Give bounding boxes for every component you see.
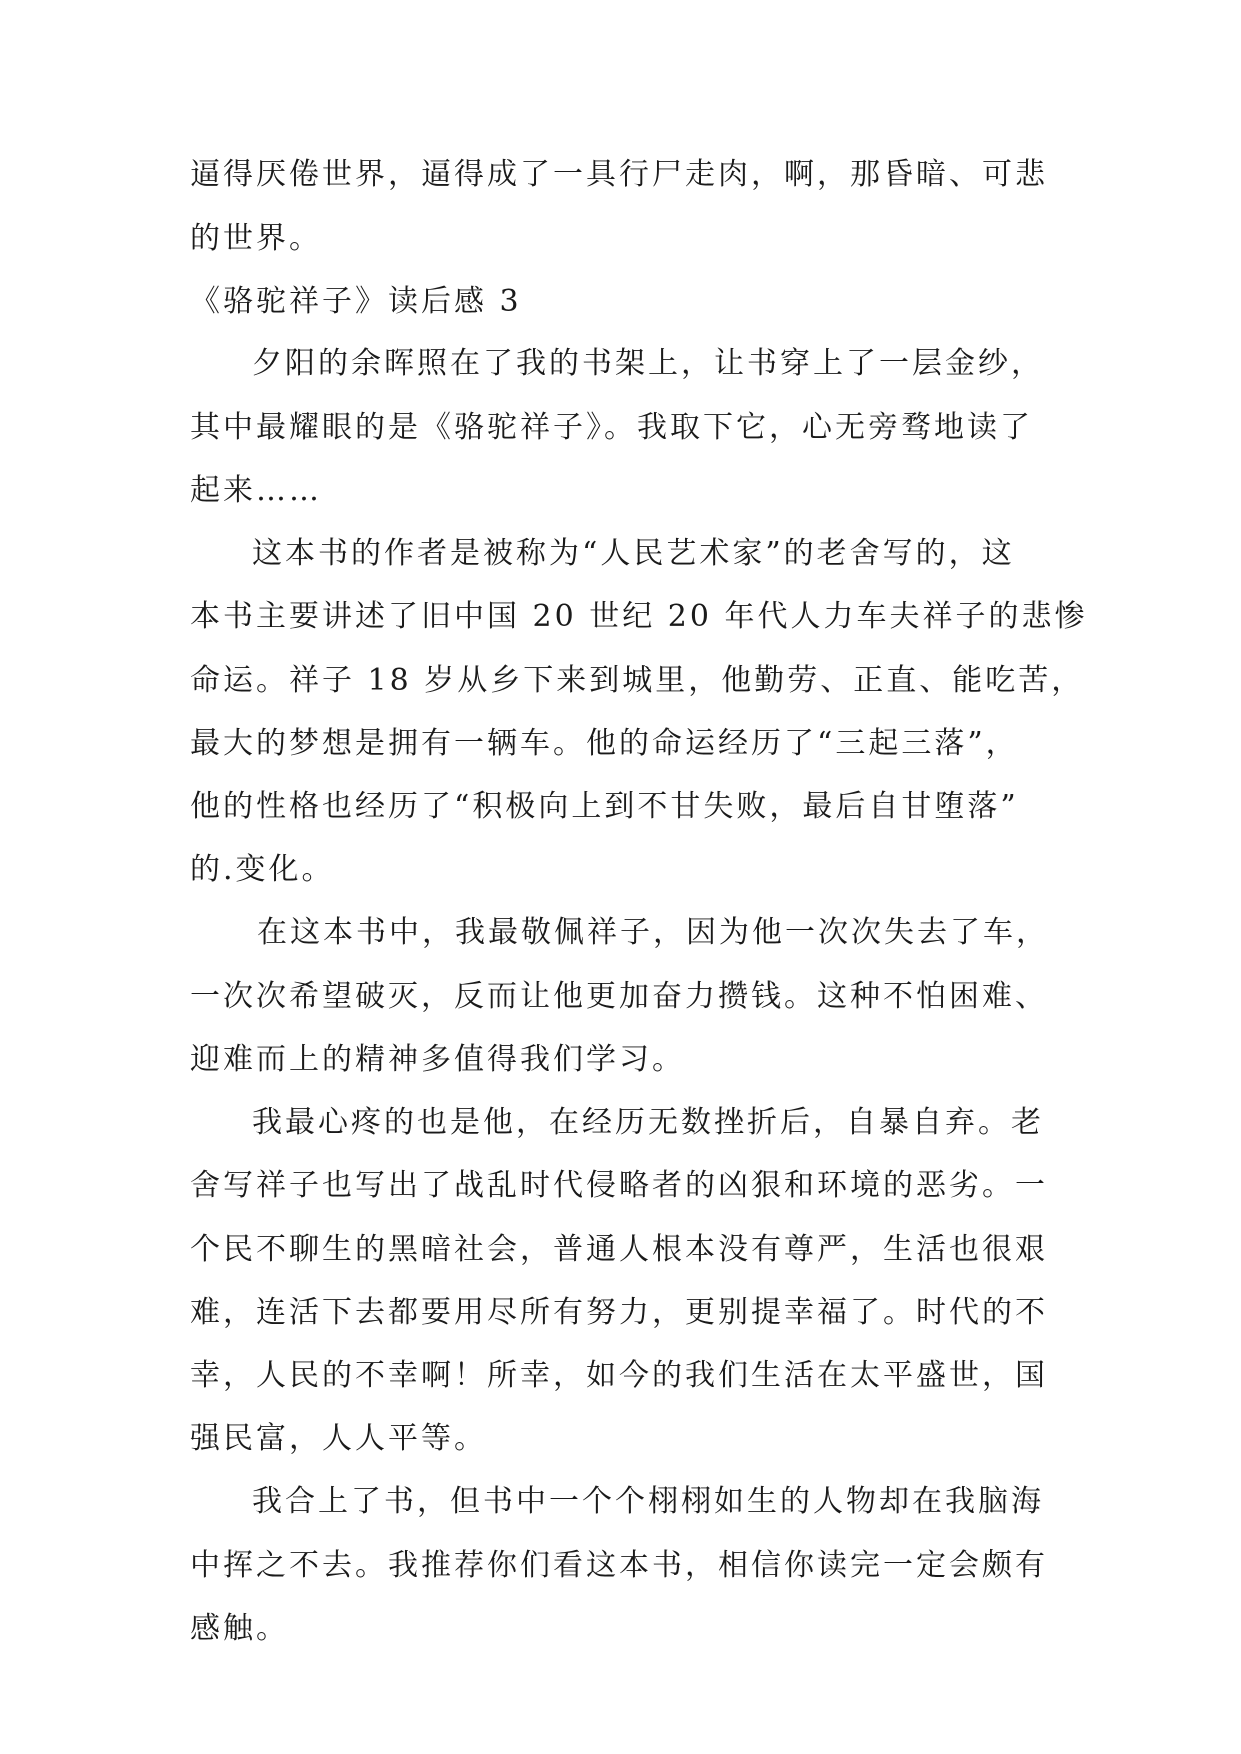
text-line: 其中最耀眼的是《骆驼祥子》。我取下它，心无旁骛地读了 (190, 410, 1033, 445)
section-heading: 《骆驼祥子》读后感 3 (190, 284, 522, 319)
text-line: 的世界。 (190, 221, 322, 256)
text-line: 命运。祥子 18 岁从乡下来到城里，他勤劳、正直、能吃苦， (190, 663, 1085, 698)
text-line: 难，连活下去都要用尽所有努力，更别提幸福了。时代的不 (190, 1295, 1048, 1330)
text-line: 中挥之不去。我推荐你们看这本书，相信你读完一定会颇有 (190, 1548, 1048, 1583)
paragraph-first-line: 夕阳的余晖照在了我的书架上，让书穿上了一层金纱， (252, 346, 1044, 381)
text-line: 感触。 (190, 1611, 289, 1646)
text-line: 个民不聊生的黑暗社会，普通人根本没有尊严，生活也很艰 (190, 1232, 1048, 1267)
paragraph-first-line: 我最心疼的也是他，在经历无数挫折后，自暴自弃。老 (252, 1105, 1044, 1140)
paragraph-first-line: 这本书的作者是被称为“人民艺术家”的老舍写的，这 (252, 536, 1015, 571)
text-line: 本书主要讲述了旧中国 20 世纪 20 年代人力车夫祥子的悲惨 (190, 599, 1088, 634)
text-line: 起来…… (190, 473, 322, 508)
paragraph-first-line: 我合上了书，但书中一个个栩栩如生的人物却在我脑海 (252, 1484, 1044, 1519)
text-line: 舍写祥子也写出了战乱时代侵略者的凶狠和环境的恶劣。一 (190, 1168, 1048, 1203)
text-line: 迎难而上的精神多值得我们学习。 (190, 1042, 685, 1077)
text-line: 最大的梦想是拥有一辆车。他的命运经历了“三起三落”， (190, 726, 1019, 761)
text-line: 强民富，人人平等。 (190, 1421, 487, 1456)
text-line: 一次次希望破灭，反而让他更加奋力攒钱。这种不怕困难、 (190, 979, 1048, 1014)
text-line: 幸，人民的不幸啊！所幸，如今的我们生活在太平盛世，国 (190, 1358, 1048, 1393)
text-line: 的.变化。 (190, 852, 335, 887)
text-line: 他的性格也经历了“积极向上到不甘失败，最后自甘堕落” (190, 789, 1019, 824)
paragraph-first-line: 在这本书中，我最敬佩祥子，因为他一次次失去了车， (257, 915, 1049, 950)
text-line: 逼得厌倦世界，逼得成了一具行尸走肉，啊，那昏暗、可悲 (190, 157, 1048, 192)
